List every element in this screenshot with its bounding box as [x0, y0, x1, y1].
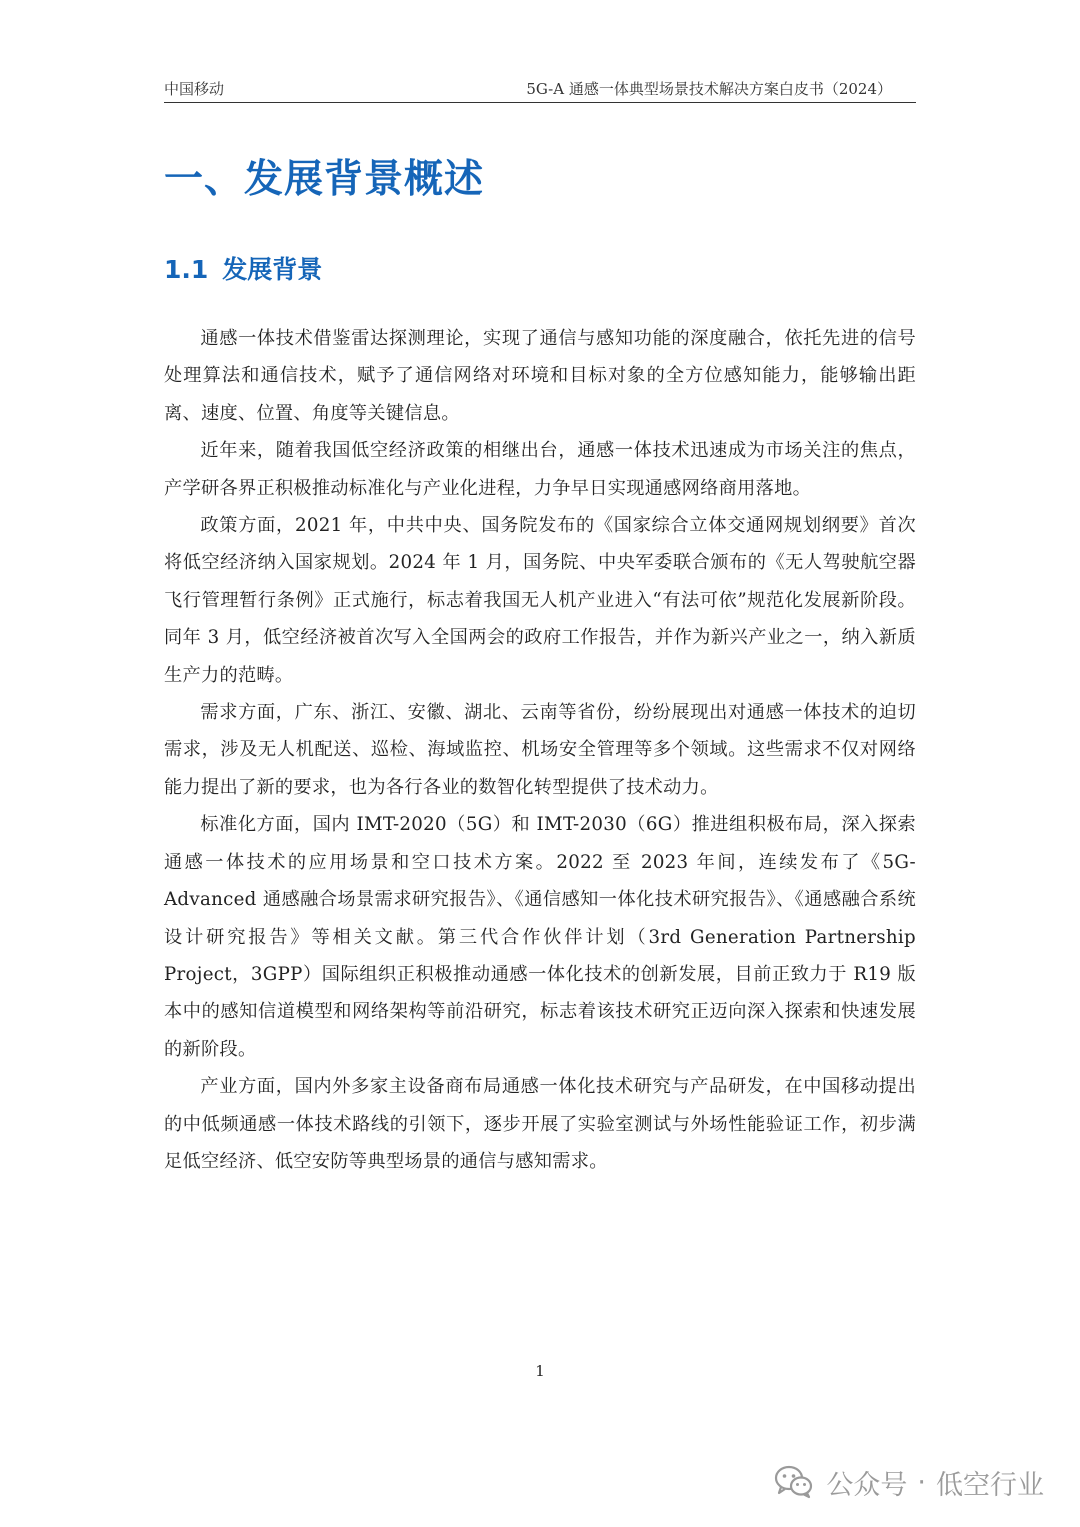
watermark — [774, 1462, 1044, 1502]
paragraph-industry: 产业方面，国内外多家主设备商布局通感一体化技术研究与产品研发，在中国移动提出的中低频通感一体技术路线的引领下，逐步开展了实验室测试与外场性能验证工作，初步满足低空经济、低空安防等典型场景的通信与感知需求。 — [164, 1076, 916, 1172]
watermark-separator: · — [917, 1466, 926, 1498]
chapter-title: 一、发展背景概述 — [164, 157, 485, 202]
watermark-account: 低空行业 — [936, 1469, 1044, 1501]
section-title-text: 发展背景 — [222, 255, 323, 284]
section-heading — [164, 250, 322, 286]
page-number: 1 — [535, 1362, 545, 1380]
header-company: 中国移动 — [164, 80, 225, 98]
header-document-title: 5G-A 通感一体典型场景技术解决方案白皮书（2024） — [526, 80, 892, 98]
wechat-icon — [774, 1465, 814, 1499]
paragraph-intro: 通感一体技术借鉴雷达探测理论，实现了通信与感知功能的深度融合，依托先进的信号处理算法和通信技术，赋予了通信网络对环境和目标对象的全方位感知能力，能够输出距离、速度、位置、角度等关键信息。 — [164, 328, 916, 424]
paragraph-standardization: 标准化方面，国内 IMT-2020（5G）和 IMT-2030（6G）推进组积极布局，深入探索通感一体技术的应用场景和空口技术方案。2022 至 2023 年间，连续发布了《5G-Advanced 通感融合场景需求研究报告》、《通信感知一体化技术研究报告》、《通感融合系统设计研究报告》等相关文献。第三代合作伙伴计划（3rd Generation Partnership Project，3GPP）国际组织正积极推动通感一体化技术的创新发展，目前正致力于 R19 版本中的感知信道模型和网络架构等前沿研究，标志着该技术研究正迈向深入探索和快速发展的新阶段。 — [164, 814, 916, 1060]
paragraph-policy: 政策方面，2021 年，中共中央、国务院发布的《国家综合立体交通网规划纲要》首次将低空经济纳入国家规划。2024 年 1 月，国务院、中央军委联合颁布的《无人驾驶航空器飞行管理暂行条例》正式施行，标志着我国无人机产业进入“有法可依”规范化发展新阶段。同年 3 月，低空经济被首次写入全国两会的政府工作报告，并作为新兴产业之一，纳入新质生产力的范畴。 — [164, 515, 916, 686]
page-header — [164, 76, 916, 103]
section-number: 1.1 — [164, 255, 209, 284]
body-text — [164, 320, 916, 1180]
paragraph-demand: 需求方面，广东、浙江、安徽、湖北、云南等省份，纷纷展现出对通感一体技术的迫切需求，涉及无人机配送、巡检、海域监控、机场安全管理等多个领域。这些需求不仅对网络能力提出了新的要求，也为各行各业的数智化转型提供了技术动力。 — [164, 702, 916, 798]
paragraph-recent-years: 近年来，随着我国低空经济政策的相继出台，通感一体技术迅速成为市场关注的焦点，产学研各界正积极推动标准化与产业化进程，力争早日实现通感网络商用落地。 — [164, 440, 916, 499]
watermark-prefix: 公众号 — [826, 1469, 908, 1501]
